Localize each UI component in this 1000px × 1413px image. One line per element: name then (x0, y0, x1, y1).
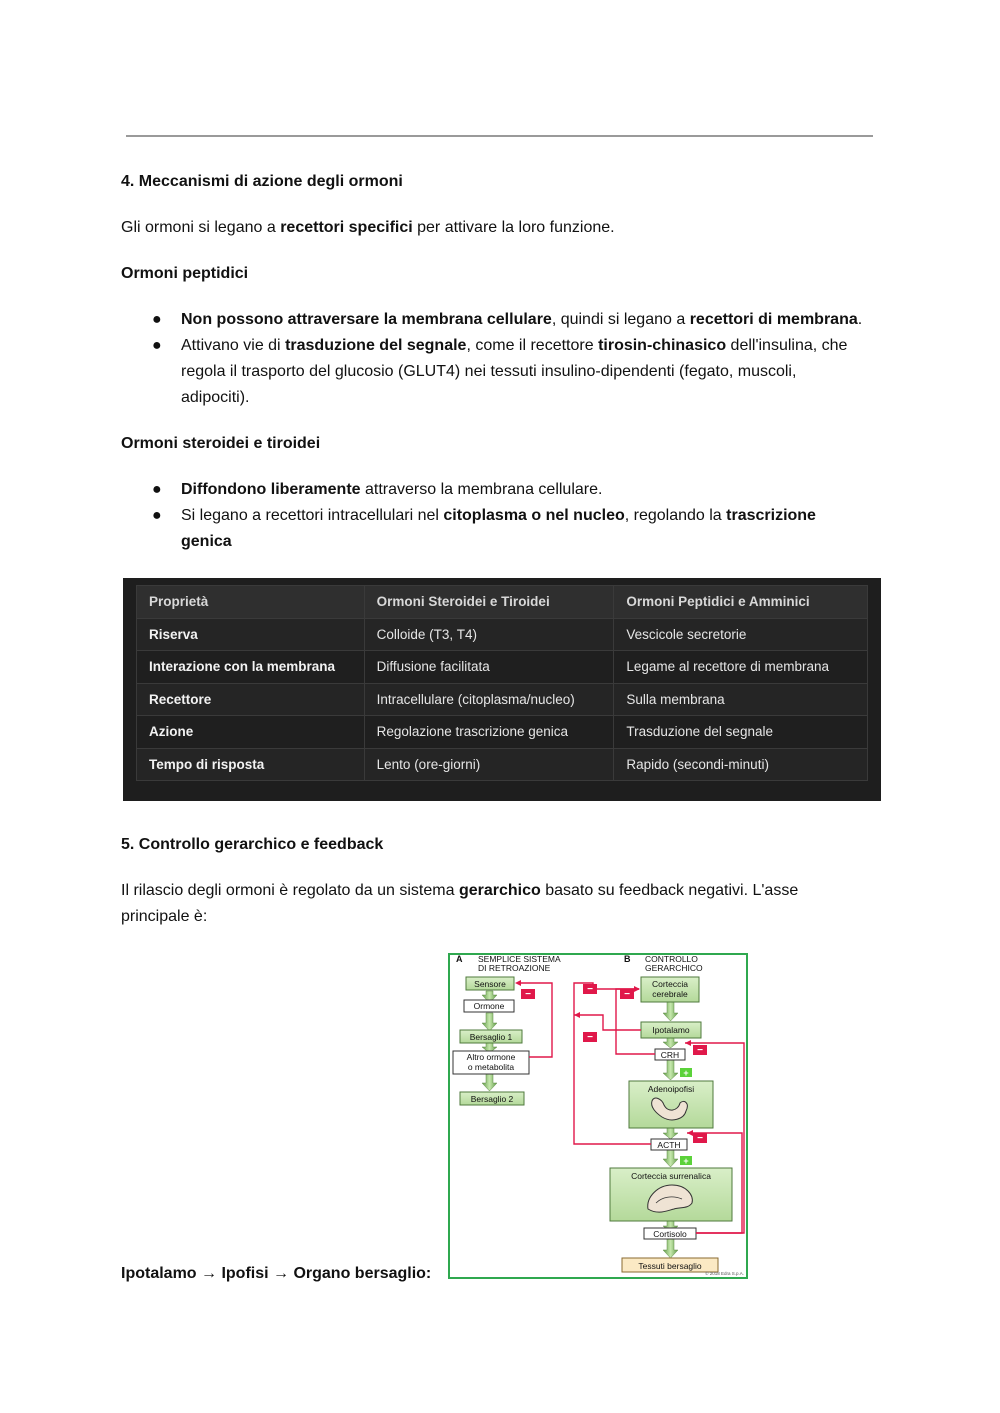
other-hormone-label: o metabolita (467, 1062, 515, 1072)
table-header-cell: Ormoni Peptidici e Amminici (614, 586, 868, 619)
section-4-intro: Gli ormoni si legano a recettori specifici per attivare la loro funzione. (121, 219, 615, 236)
minus-sign: − (697, 1045, 703, 1056)
target-1-label: Bersaglio 1 (469, 1032, 513, 1042)
table-cell: Sulla membrana (614, 683, 868, 716)
table-row (137, 683, 868, 716)
hormone-comparison-table-image (123, 578, 881, 801)
hypothalamus-label: Ipotalamo (652, 1025, 690, 1035)
panel-a-letter: A (456, 954, 463, 964)
list-item: ● Attivano vie di trasduzione del segnale, come il recettore tirosin-chinasico dell'insulina, che regola il trasporto del glucosio (GLUT4) nei tessuti insulino-dipendenti (fegato, muscoli, adipociti). (121, 333, 881, 411)
table-cell: Rapido (secondi-minuti) (614, 748, 868, 781)
table-cell: Colloide (T3, T4) (364, 618, 614, 651)
cortisol-label: Cortisolo (653, 1229, 687, 1239)
peptidic-bullet-list (121, 307, 881, 411)
minus-sign: − (525, 989, 531, 1000)
axis-label: Ipotalamo → Ipofisi → Organo bersaglio: (121, 1265, 432, 1282)
table-cell: Legame al recettore di membrana (614, 651, 868, 684)
sensor-label: Sensore (474, 979, 506, 989)
list-item: ● Diffondono liberamente attraverso la membrana cellulare. (121, 477, 881, 503)
panel-a-title: SEMPLICE SISTEMA (478, 954, 561, 964)
table-row (137, 618, 868, 651)
section-4-title: 4. Meccanismi di azione degli ormoni (121, 173, 403, 190)
bullet-icon: ● (152, 337, 162, 354)
table-header-row (137, 586, 868, 619)
hormone-comparison-table (136, 585, 868, 781)
plus-sign: + (683, 1156, 689, 1166)
adrenal-cortex-label: Corteccia surrenalica (631, 1171, 711, 1181)
bullet-icon: ● (152, 311, 162, 328)
table-cell: Tempo di risposta (137, 748, 365, 781)
table-cell: Vescicole secretorie (614, 618, 868, 651)
table-cell: Lento (ore-giorni) (364, 748, 614, 781)
minus-sign: − (697, 1133, 703, 1144)
table-header-cell: Ormoni Steroidei e Tiroidei (364, 586, 614, 619)
hormone-label: Ormone (473, 1001, 505, 1011)
table-row (137, 716, 868, 749)
adenohypophysis-label: Adenoipofisi (647, 1084, 695, 1094)
table-cell: Recettore (137, 683, 365, 716)
bullet-icon: ● (152, 507, 162, 524)
bullet-icon: ● (152, 481, 162, 498)
feedback-diagram (448, 953, 748, 1279)
minus-sign: − (587, 1032, 593, 1043)
list-item: ● Non possono attraversare la membrana cellulare, quindi si legano a recettori di membrana. (121, 307, 881, 333)
table-cell: Azione (137, 716, 365, 749)
crh-label: CRH (660, 1050, 680, 1060)
plus-sign: + (683, 1068, 689, 1078)
section-5-intro: Il rilascio degli ormoni è regolato da un sistema gerarchico basato su feedback negativi. L'asse principale è: (121, 882, 799, 925)
cerebral-cortex-label: cerebrale (652, 989, 688, 999)
peptidic-heading: Ormoni peptidici (121, 265, 249, 282)
steroid-bullet-list (121, 477, 881, 555)
table-cell: Regolazione trascrizione genica (364, 716, 614, 749)
panel-b-title: CONTROLLO (645, 954, 698, 964)
panel-a-title: DI RETROAZIONE (478, 963, 551, 973)
list-item: ● Si legano a recettori intracellulari nel citoplasma o nel nucleo, regolando la trascrizione genica (121, 503, 881, 555)
target-tissues-label: Tessuti bersaglio (638, 1261, 702, 1271)
cerebral-cortex-label: Corteccia (652, 979, 688, 989)
acth-label: ACTH (657, 1140, 681, 1150)
table-row (137, 748, 868, 781)
table-cell: Interazione con la membrana (137, 651, 365, 684)
table-cell: Intracellulare (citoplasma/nucleo) (364, 683, 614, 716)
table-header-cell: Proprietà (137, 586, 365, 619)
panel-b-letter: B (624, 954, 631, 964)
minus-sign: − (587, 984, 593, 995)
table-cell: Diffusione facilitata (364, 651, 614, 684)
copyright-text: © 2018 Edra S.p.A. (705, 1271, 744, 1276)
table-cell: Riserva (137, 618, 365, 651)
section-5-title: 5. Controllo gerarchico e feedback (121, 836, 384, 853)
minus-sign: − (624, 989, 630, 1000)
table-cell: Trasduzione del segnale (614, 716, 868, 749)
other-hormone-label: Altro ormone (466, 1052, 516, 1062)
table-row (137, 651, 868, 684)
horizontal-rule (126, 135, 873, 137)
steroid-heading: Ormoni steroidei e tiroidei (121, 435, 321, 452)
panel-b-title: GERARCHICO (645, 963, 703, 973)
target-2-label: Bersaglio 2 (470, 1094, 514, 1104)
